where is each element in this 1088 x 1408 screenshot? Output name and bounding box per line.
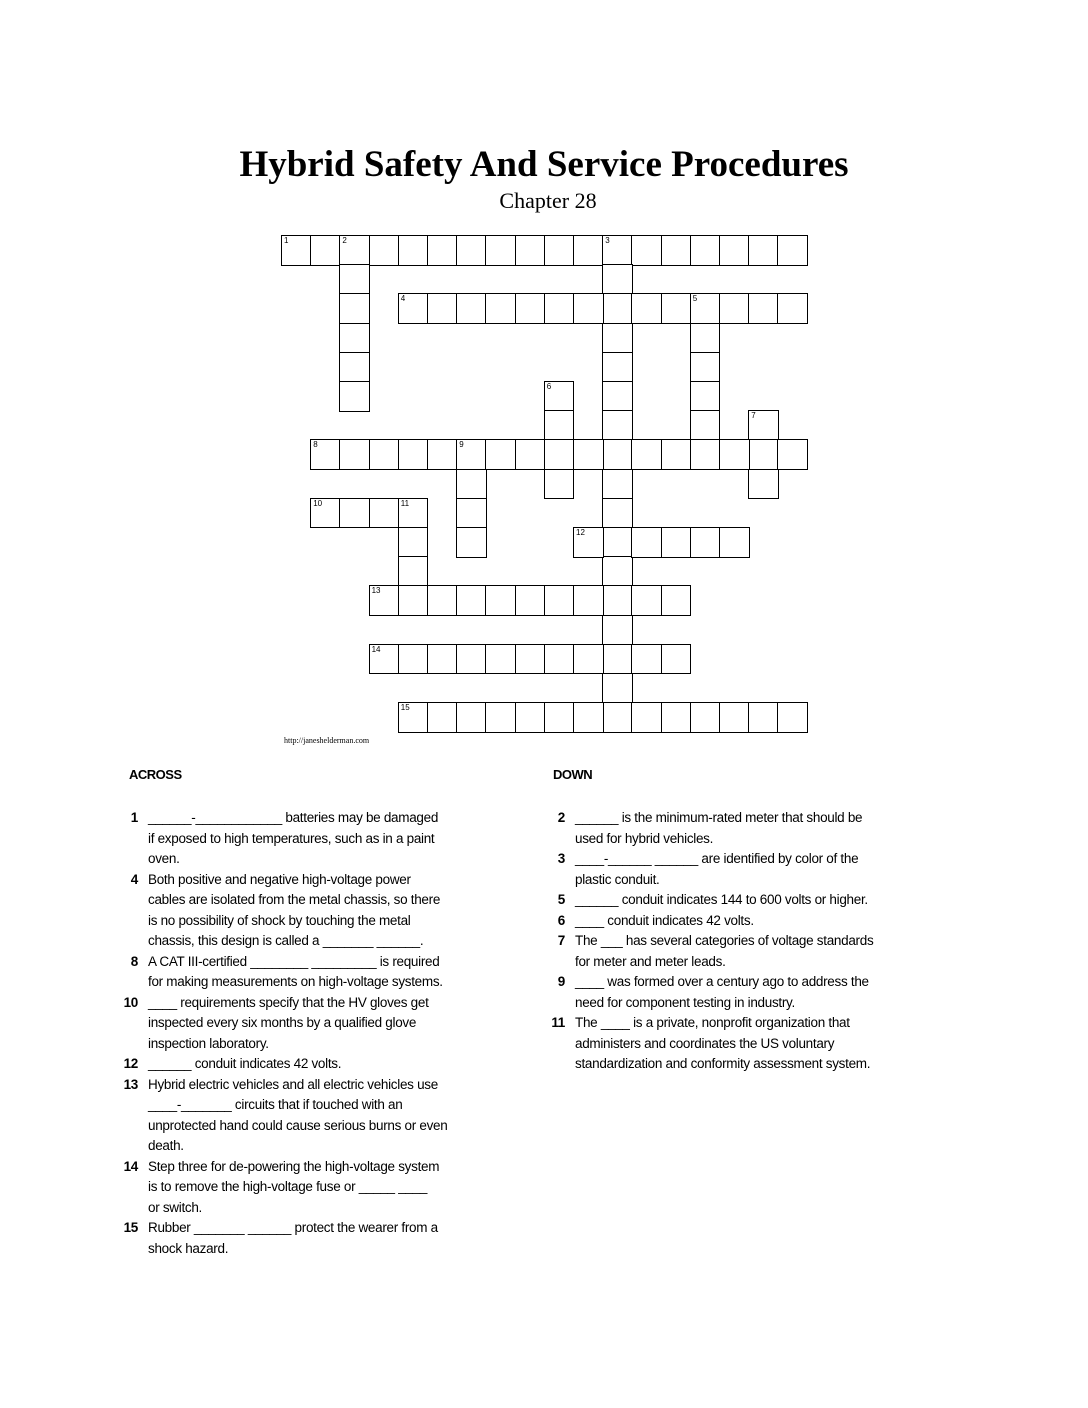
grid-cell[interactable] [661, 235, 692, 266]
grid-cell[interactable] [398, 644, 429, 675]
grid-cell[interactable] [544, 644, 575, 675]
grid-cell[interactable] [690, 381, 721, 412]
grid-cell[interactable] [544, 469, 575, 500]
clue-number: 3 [557, 851, 565, 866]
down-clue-list [535, 808, 935, 1075]
clue-text-line: or switch. [148, 1199, 203, 1215]
grid-cell[interactable] [339, 235, 370, 266]
grid-cell[interactable] [339, 352, 370, 383]
grid-cell[interactable] [690, 410, 721, 441]
clue-text-line: ______ conduit indicates 144 to 600 volts or higher. [575, 892, 868, 907]
clue-number: 11 [551, 1015, 565, 1030]
grid-cell[interactable] [631, 235, 662, 266]
grid-cell[interactable] [748, 469, 779, 500]
cell-number: 10 [313, 498, 323, 508]
clue-number: 8 [130, 953, 138, 969]
clue-text-line: A CAT III-certified ________ _________ is required [148, 953, 440, 969]
grid-cell[interactable] [456, 439, 487, 470]
clue-text-line: inspected every six months by a qualified glove [148, 1015, 417, 1030]
grid-cell[interactable] [602, 615, 633, 646]
grid-cell[interactable] [515, 235, 546, 266]
grid-cell[interactable] [631, 585, 662, 616]
clue-text-line: is no possibility of shock by touching the metal [148, 912, 411, 928]
cell-number: 1 [284, 236, 289, 245]
cell-number: 8 [313, 440, 318, 450]
grid-cell[interactable] [456, 527, 487, 558]
clue-number: 9 [557, 974, 565, 989]
grid-cell[interactable] [631, 527, 662, 558]
down-clue [535, 911, 935, 932]
grid-cell[interactable] [485, 702, 516, 733]
cell-number: 2 [342, 236, 347, 245]
grid-cell[interactable] [427, 439, 458, 470]
grid-cell[interactable] [544, 235, 575, 266]
grid-cell[interactable] [456, 235, 487, 266]
grid-cell[interactable] [719, 293, 750, 324]
grid-cell[interactable] [369, 585, 400, 616]
grid-cell[interactable] [427, 293, 458, 324]
grid-cell[interactable] [310, 498, 341, 529]
grid-cell[interactable] [485, 644, 516, 675]
grid-cell[interactable] [690, 323, 721, 354]
clue-text-line: administers and coordinates the US voluntary [575, 1035, 835, 1051]
clue-text-line: standardization and conformity assessment system. [575, 1056, 871, 1071]
grid-cell[interactable] [339, 439, 370, 470]
grid-cell[interactable] [690, 235, 721, 266]
grid-cell[interactable] [369, 235, 400, 266]
clue-text-line: for meter and meter leads. [575, 953, 726, 969]
down-heading: DOWN [553, 767, 593, 782]
grid-cell[interactable] [398, 235, 429, 266]
grid-cell[interactable] [573, 527, 604, 558]
grid-cell[interactable] [544, 439, 575, 470]
grid-cell[interactable] [777, 235, 808, 266]
grid-cell[interactable] [631, 293, 662, 324]
grid-cell[interactable] [602, 323, 633, 354]
grid-cell[interactable] [719, 439, 750, 470]
grid-cell[interactable] [485, 439, 516, 470]
grid-cell[interactable] [369, 498, 400, 529]
grid-cell[interactable] [456, 469, 487, 500]
cell-number: 13 [371, 586, 381, 596]
grid-cell[interactable] [398, 498, 429, 529]
grid-cell[interactable] [456, 293, 487, 324]
grid-cell[interactable] [719, 527, 750, 558]
grid-cell[interactable] [748, 439, 779, 470]
grid-cell[interactable] [515, 293, 546, 324]
cell-number: 12 [576, 528, 585, 537]
clue-number: 13 [123, 1076, 138, 1092]
grid-cell[interactable] [690, 439, 721, 470]
grid-cell[interactable] [515, 644, 546, 675]
across-clue [108, 1157, 508, 1219]
grid-cell[interactable] [398, 439, 429, 470]
clue-text-line: used for hybrid vehicles. [575, 830, 714, 846]
clue-number: 10 [123, 994, 138, 1010]
clue-text-line: chassis, this design is called a _______ ______. [148, 933, 424, 948]
grid-cell[interactable] [339, 498, 370, 529]
grid-cell[interactable] [690, 702, 721, 733]
clue-text-line: Step three for de-powering the high-voltage system [148, 1158, 440, 1174]
grid-cell[interactable] [310, 235, 341, 266]
grid-cell[interactable] [602, 673, 633, 704]
grid-cell[interactable] [339, 323, 370, 354]
clue-text-line: ____-______ ______ are identified by color of the [575, 851, 859, 866]
grid-cell[interactable] [544, 702, 575, 733]
clue-number: 1 [130, 810, 138, 825]
clue-number: 5 [557, 892, 565, 907]
clue-text-line: Both positive and negative high-voltage power [148, 871, 411, 887]
clue-text-line: need for component testing in industry. [575, 994, 795, 1010]
across-clue [108, 870, 508, 952]
grid-cell[interactable] [748, 702, 779, 733]
grid-cell[interactable] [631, 702, 662, 733]
clue-text-line: cables are isolated from the metal chassis, so there [148, 892, 441, 907]
cell-number: 5 [692, 294, 698, 304]
grid-cell[interactable] [544, 410, 575, 441]
clue-text-line: ______ conduit indicates 42 volts. [148, 1056, 342, 1071]
clue-number: 7 [557, 933, 565, 948]
grid-cell[interactable] [661, 439, 692, 470]
grid-cell[interactable] [369, 439, 400, 470]
grid-cell[interactable] [427, 702, 458, 733]
grid-cell[interactable] [690, 293, 721, 324]
across-clue [108, 808, 508, 870]
clue-number: 4 [130, 871, 138, 887]
grid-cell[interactable] [631, 644, 662, 675]
down-clue [535, 972, 935, 1013]
clue-text-line: death. [148, 1138, 184, 1153]
grid-cell[interactable] [631, 439, 662, 470]
clue-number: 6 [557, 912, 565, 928]
clue-text-line: ______-____________ batteries may be damaged [148, 810, 439, 825]
across-clue [108, 1075, 508, 1157]
grid-cell[interactable] [748, 410, 779, 441]
cell-number: 9 [459, 440, 464, 450]
grid-cell[interactable] [661, 293, 692, 324]
page-title: Hybrid Safety And Service Procedures [239, 144, 849, 185]
grid-cell[interactable] [369, 644, 400, 675]
grid-cell[interactable] [427, 644, 458, 675]
clue-text-line: ____ requirements specify that the HV gloves get [148, 994, 429, 1010]
cell-number: 6 [546, 382, 552, 391]
grid-cell[interactable] [339, 264, 370, 295]
clue-text-line: inspection laboratory. [148, 1035, 269, 1051]
clue-text-line: ______ is the minimum-rated meter that should be [575, 810, 863, 825]
grid-cell[interactable] [602, 381, 633, 412]
grid-cell[interactable] [602, 644, 633, 675]
grid-cell[interactable] [602, 527, 633, 558]
grid-cell[interactable] [427, 235, 458, 266]
grid-cell[interactable] [398, 585, 429, 616]
grid-cell[interactable] [281, 235, 312, 266]
clue-text-line: Hybrid electric vehicles and all electric vehicles use [148, 1076, 438, 1092]
clue-number: 15 [123, 1220, 138, 1235]
grid-cell[interactable] [602, 585, 633, 616]
across-clue [108, 1218, 508, 1259]
clue-number: 12 [123, 1056, 138, 1071]
grid-cell[interactable] [544, 293, 575, 324]
grid-cell[interactable] [690, 527, 721, 558]
grid-cell[interactable] [719, 235, 750, 266]
page-subtitle: Chapter 28 [499, 188, 597, 213]
grid-cell[interactable] [485, 293, 516, 324]
grid-cell[interactable] [602, 352, 633, 383]
clue-text-line: oven. [148, 851, 180, 866]
grid-cell[interactable] [602, 293, 633, 324]
grid-cell[interactable] [602, 264, 633, 295]
clue-text-line: for making measurements on high-voltage systems. [148, 974, 443, 989]
down-clue [535, 931, 935, 972]
cell-number: 4 [400, 294, 406, 304]
clue-text-line: ____-_______ circuits that if touched with an [148, 1097, 403, 1112]
grid-cell[interactable] [310, 439, 341, 470]
cell-number: 7 [751, 411, 756, 421]
clue-text-line: unprotected hand could cause serious burns or even [148, 1117, 448, 1133]
grid-cell[interactable] [456, 644, 487, 675]
clue-text-line: ____ conduit indicates 42 volts. [575, 912, 754, 928]
grid-cell[interactable] [398, 702, 429, 733]
grid-cell[interactable] [573, 293, 604, 324]
grid-cell[interactable] [485, 585, 516, 616]
grid-cell[interactable] [602, 439, 633, 470]
down-clue [535, 808, 935, 849]
grid-cell[interactable] [690, 352, 721, 383]
grid-cell[interactable] [573, 702, 604, 733]
grid-cell[interactable] [456, 702, 487, 733]
across-clue-list [108, 808, 508, 1259]
grid-cell[interactable] [602, 702, 633, 733]
grid-cell[interactable] [777, 439, 808, 470]
grid-cell[interactable] [602, 556, 633, 587]
clue-text-line: Rubber _______ ______ protect the wearer from a [148, 1220, 438, 1235]
source-url: http://janeshelderman.com [284, 736, 370, 745]
across-clue [108, 1054, 508, 1075]
down-clue [535, 890, 935, 911]
grid-cell[interactable] [398, 527, 429, 558]
grid-cell[interactable] [515, 439, 546, 470]
clue-text-line: The ___ has several categories of voltage standards [575, 933, 874, 948]
clue-number: 2 [557, 810, 565, 825]
grid-cell[interactable] [602, 235, 633, 266]
grid-cell[interactable] [544, 585, 575, 616]
grid-cell[interactable] [339, 381, 370, 412]
grid-cell[interactable] [573, 235, 604, 266]
grid-cell[interactable] [515, 585, 546, 616]
grid-cell[interactable] [661, 585, 692, 616]
clue-text-line: plastic conduit. [575, 871, 660, 887]
clue-text-line: if exposed to high temperatures, such as in a paint [148, 830, 435, 846]
grid-cell[interactable] [777, 702, 808, 733]
across-clue [108, 993, 508, 1055]
cell-number: 3 [605, 236, 610, 245]
grid-cell[interactable] [661, 702, 692, 733]
down-clue [535, 849, 935, 890]
across-heading: ACROSS [129, 767, 182, 782]
grid-cell[interactable] [456, 585, 487, 616]
grid-cell[interactable] [573, 439, 604, 470]
grid-cell[interactable] [748, 293, 779, 324]
grid-cell[interactable] [427, 585, 458, 616]
across-clue [108, 952, 508, 993]
grid-cell[interactable] [573, 644, 604, 675]
clue-text-line: is to remove the high-voltage fuse or _____ ____ [148, 1179, 428, 1194]
grid-cell[interactable] [602, 498, 633, 529]
grid-cell[interactable] [661, 644, 692, 675]
clue-text-line: ____ was formed over a century ago to address the [575, 974, 869, 989]
grid-cell[interactable] [456, 498, 487, 529]
grid-cell[interactable] [777, 293, 808, 324]
grid-cell[interactable] [339, 293, 370, 324]
grid-cell[interactable] [515, 702, 546, 733]
down-clue [535, 1013, 935, 1075]
grid-cell[interactable] [485, 235, 516, 266]
grid-cell[interactable] [602, 410, 633, 441]
clue-text-line: The ____ is a private, nonprofit organization that [575, 1015, 850, 1030]
grid-cell[interactable] [398, 556, 429, 587]
grid-cell[interactable] [719, 702, 750, 733]
cell-number: 14 [371, 644, 381, 654]
cell-number: 11 [400, 498, 410, 508]
grid-cell[interactable] [573, 585, 604, 616]
clue-text-line: shock hazard. [148, 1240, 229, 1256]
clue-number: 14 [123, 1158, 138, 1174]
grid-cell[interactable] [602, 469, 633, 500]
grid-cell[interactable] [544, 381, 575, 412]
grid-cell[interactable] [748, 235, 779, 266]
grid-cell[interactable] [398, 293, 429, 324]
grid-cell[interactable] [661, 527, 692, 558]
cell-number: 15 [400, 703, 410, 713]
